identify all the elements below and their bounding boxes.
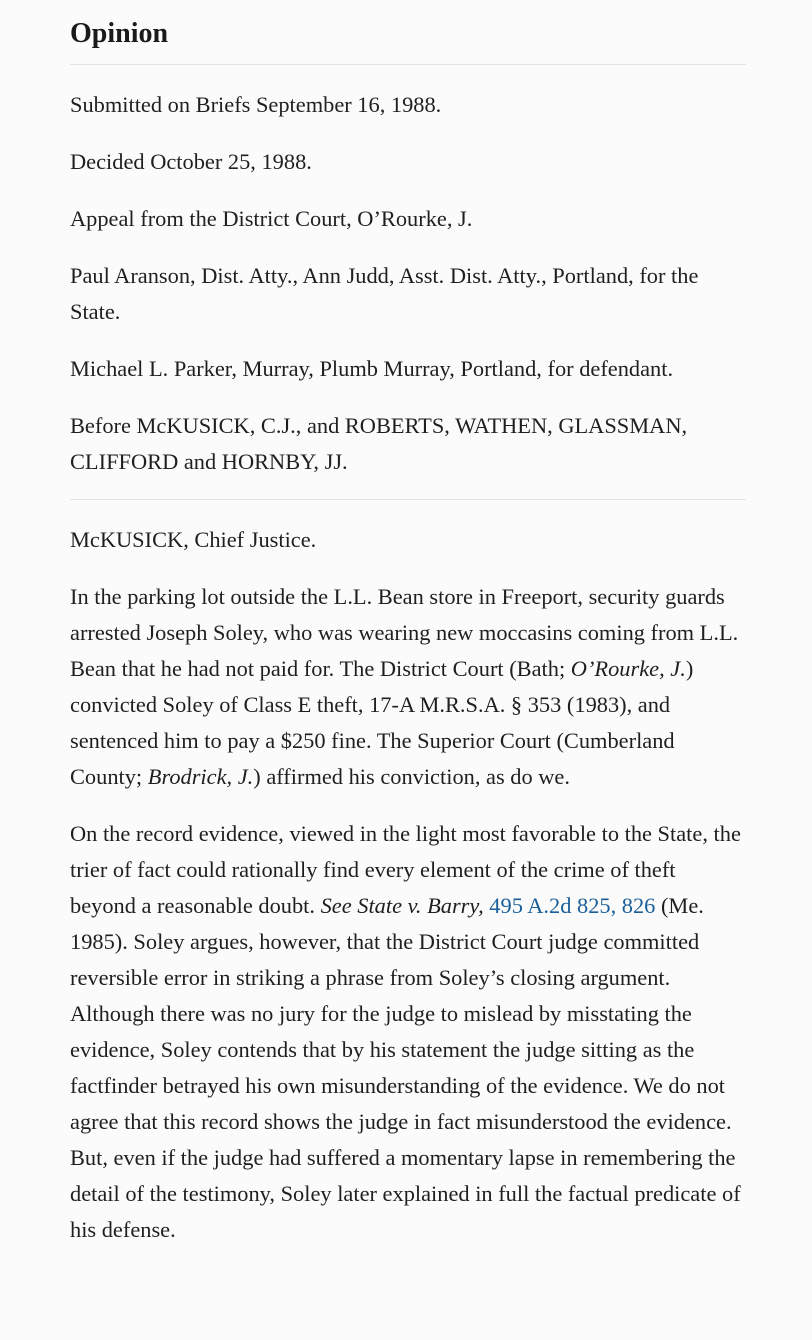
- opinion-paragraph-1: [70, 579, 746, 795]
- counsel-state-line: Paul Aranson, Dist. Atty., Ann Judd, Asst. Dist. Atty., Portland, for the State.: [70, 263, 699, 324]
- section-heading: Opinion: [70, 18, 169, 49]
- citation-link[interactable]: 495 A.2d 825, 826: [489, 893, 656, 918]
- paragraph-text: ) convicted Soley of Class E theft, 17-A M.R.S.A. § 353 (1983), and sentenced him to pay a $250 fine. The Superior Court (Cumberland County;: [70, 656, 694, 789]
- submitted-line: Submitted on Briefs September 16, 1988.: [70, 92, 442, 117]
- bench-line: Before McKUSICK, C.J., and ROBERTS, WATHEN, GLASSMAN, CLIFFORD and HORNBY, JJ.: [70, 413, 688, 474]
- paragraph-text: (Me. 1985). Soley argues, however, that the District Court judge committed reversible error in striking a phrase from Soley’s closing argument. Although there was no jury for the judge to mislead by misstating the evidence, Soley contends that by his statement the judge sitting as the factfinder betrayed his own misunderstanding of the evidence. We do not agree that this record shows the judge in fact misunderstood the evidence. But, even if the judge had suffered a momentary lapse in remembering the detail of the testimony, Soley later explained in full the factual predicate of his defense.: [70, 893, 741, 1242]
- case-metadata: [70, 87, 746, 480]
- appeal-line: Appeal from the District Court, O’Rourke, J.: [70, 206, 473, 231]
- metadata-divider: [70, 499, 746, 500]
- counsel-defendant-line: Michael L. Parker, Murray, Plumb Murray, Portland, for defendant.: [70, 356, 674, 381]
- decided-line: Decided October 25, 1988.: [70, 149, 312, 174]
- paragraph-text: In the parking lot outside the L.L. Bean store in Freeport, security guards arrested Joseph Soley, who was wearing new moccasins coming from L.L. Bean that he had not paid for. The District Court (Bath;: [70, 584, 739, 681]
- judge-name: Brodrick, J.: [147, 764, 254, 789]
- opinion-paragraph-2: [70, 816, 746, 1248]
- judge-name: O’Rourke, J.: [570, 656, 686, 681]
- opinion-body: [70, 522, 746, 1248]
- paragraph-text: On the record evidence, viewed in the light most favorable to the State, the trier of fact could rationally find every element of the crime of theft beyond a reasonable doubt.: [70, 821, 741, 918]
- opinion-content: [70, 14, 746, 1248]
- opinion-author: McKUSICK, Chief Justice.: [70, 527, 317, 552]
- heading-divider: [70, 64, 746, 65]
- paragraph-text: ) affirmed his conviction, as do we.: [253, 764, 570, 789]
- case-name: See State v. Barry,: [320, 893, 484, 918]
